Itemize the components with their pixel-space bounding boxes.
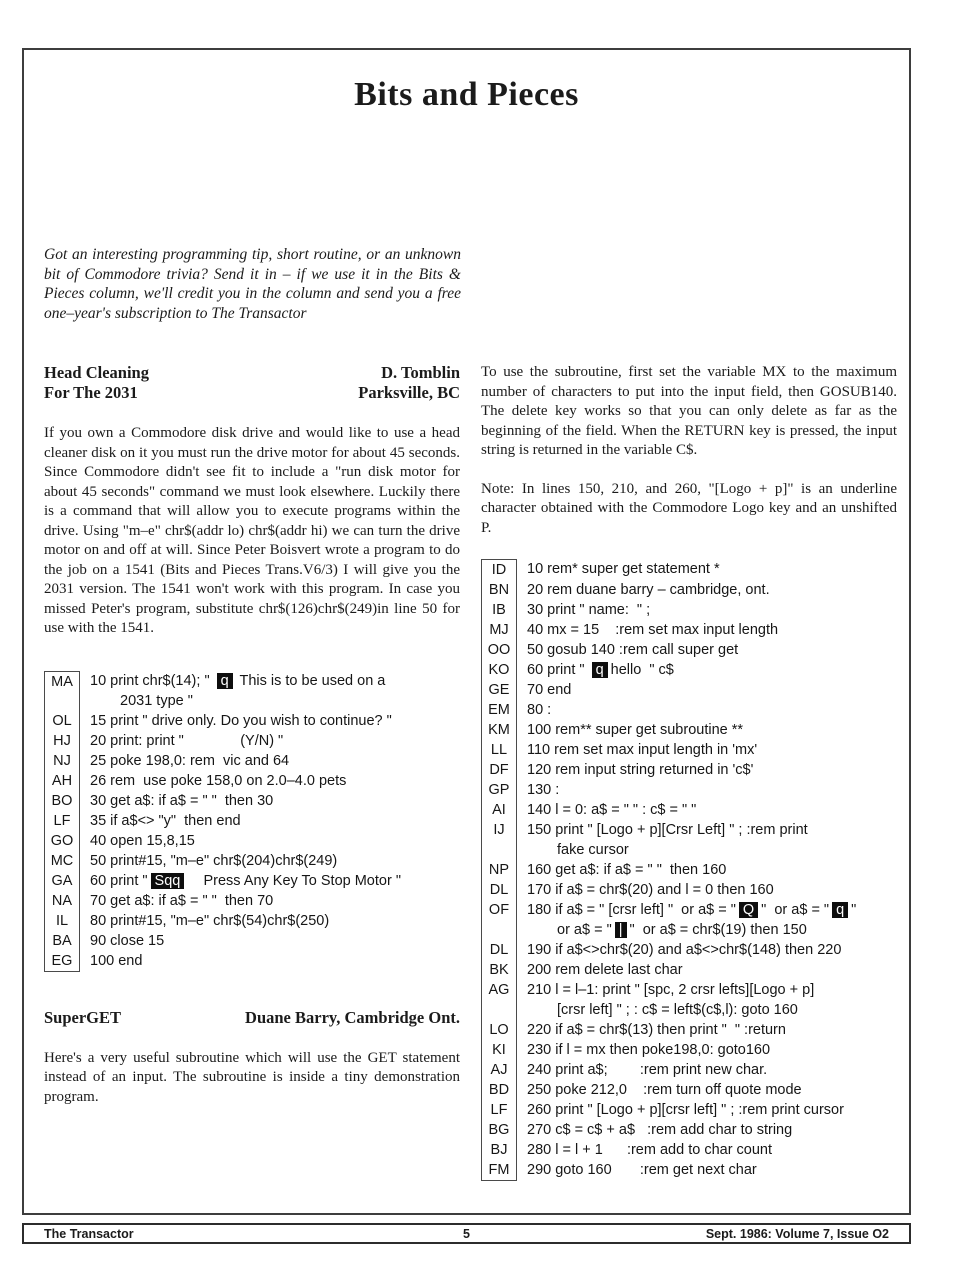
code-line (527, 800, 696, 820)
code-text-segment: 35 if a$<> "y" then end (90, 812, 241, 829)
code-line (90, 751, 289, 771)
code-text-segment: 2031 type " (120, 692, 193, 709)
listing-row (44, 671, 460, 711)
article-author: Duane Barry, Cambridge Ont. (245, 1007, 460, 1027)
code-statement (527, 1100, 844, 1120)
code-text-segment: 100 end (90, 952, 143, 969)
code-text-segment: or a$ = " (557, 922, 612, 938)
article-head-cleaning-body: If you own a Commodore disk drive and would like to use a head cleaner disk on it you must run the drive motor for about 45 seconds. Since Commodore didn't see fit to include a "run disk motor for about 45 seconds" command we must look elsewhere. Luckily there is a command that will allow you to execute programs within the drive. Using "m–e" chr$(addr lo) chr$(addr hi) we can turn the drive motor on and off at will. Since Peter Boisvert wrote a program to do the job on a 1541 (Bits and Pieces Trans.V6/3) I will give you the 2031 version. The 1541 won't work with this program. In case you missed Peter's program, substitute chr$(126)chr$(249)in line 50 for use with the 1541. (44, 425, 460, 636)
code-statement (527, 680, 571, 700)
code-text-segment: 270 c$ = c$ + a$ :rem add char to string (527, 1122, 793, 1138)
checksum-code: OF (481, 900, 517, 940)
checksum-code: MA (44, 671, 80, 711)
code-line (527, 700, 551, 720)
code-line (90, 871, 401, 891)
code-line (527, 820, 808, 840)
listing-row (44, 831, 460, 851)
checksum-code: DL (481, 880, 517, 900)
code-text-segment: 260 print " [Logo + p][crsr left] " ; :rem print cursor (527, 1102, 844, 1118)
checksum-code: KI (481, 1040, 517, 1060)
code-statement (90, 911, 329, 931)
code-text-segment: hello " c$ (610, 662, 674, 678)
code-text-segment: 20 print: print " (Y/N) " (90, 732, 284, 749)
code-line (527, 880, 774, 900)
code-line (90, 671, 385, 691)
code-text-segment: 180 if a$ = " [crsr left] " or a$ = " (527, 902, 736, 918)
code-statement (527, 780, 559, 800)
code-line (527, 740, 757, 760)
code-statement (527, 1140, 772, 1160)
checksum-code: NP (481, 860, 517, 880)
listing-row (44, 891, 460, 911)
code-statement (90, 731, 283, 751)
code-text-segment: 60 print " (527, 662, 589, 678)
code-statement (527, 1060, 767, 1080)
code-text-segment: 10 rem* super get statement * (527, 561, 720, 577)
code-statement (527, 900, 856, 940)
code-line (90, 811, 241, 831)
listing-row (44, 871, 460, 891)
code-text-segment: 15 print " drive only. Do you wish to continue? " (90, 712, 392, 729)
code-statement (527, 960, 683, 980)
code-line (90, 791, 273, 811)
checksum-code: GP (481, 780, 517, 800)
listing-row (481, 980, 897, 1020)
code-line (527, 720, 743, 740)
superget-usage-paragraph: To use the subroutine, first set the variable MX to the maximum number of characters to put into the input field, then GOSUB140. The delete key works so that you can only delete as far as the beginning of the field. When the RETURN key is pressed, the input string is returned in the variable C$. (481, 364, 897, 458)
checksum-code: IB (481, 600, 517, 620)
code-line (527, 580, 770, 600)
footer-page-number: 5 (463, 1226, 470, 1241)
article-superget-header (44, 1008, 460, 1028)
checksum-code: LF (481, 1100, 517, 1120)
code-text-segment: 40 mx = 15 :rem set max input length (527, 622, 779, 638)
checksum-code: AH (44, 771, 80, 791)
checksum-code: MJ (481, 620, 517, 640)
listing-row (481, 760, 897, 780)
listing-row (481, 620, 897, 640)
code-statement (90, 931, 164, 951)
code-text-segment: 25 poke 198,0: rem vic and 64 (90, 752, 290, 769)
listing-row (481, 940, 897, 960)
checksum-code: BJ (481, 1140, 517, 1160)
code-text-segment: 290 goto 160 :rem get next char (527, 1162, 757, 1178)
code-text-segment: 150 print " [Logo + p][Crsr Left] " ; :rem print (527, 822, 808, 838)
listing-row (44, 711, 460, 731)
checksum-code: KM (481, 720, 517, 740)
checksum-code: LL (481, 740, 517, 760)
inverse-video-char: q (592, 662, 608, 678)
code-line (527, 1140, 772, 1160)
listing-row (481, 580, 897, 600)
code-statement (90, 751, 289, 771)
code-statement (527, 800, 696, 820)
code-line (90, 771, 346, 791)
code-text-segment: 70 get a$: if a$ = " " then 70 (90, 892, 274, 909)
code-text-segment: This is to be used on a (235, 672, 386, 689)
listing-row (481, 559, 897, 580)
listing-row (44, 751, 460, 771)
listing-row (481, 720, 897, 740)
listing-row (481, 1040, 897, 1060)
code-text-segment: 26 rem use poke 158,0 on 2.0–4.0 pets (90, 772, 347, 789)
code-statement (527, 860, 726, 880)
code-line (527, 960, 683, 980)
code-line (527, 680, 571, 700)
code-statement (527, 740, 757, 760)
code-statement (90, 771, 346, 791)
code-text-segment: 60 print " (90, 872, 148, 889)
code-line (527, 660, 674, 680)
code-text-segment: 250 poke 212,0 :rem turn off quote mode (527, 1082, 802, 1098)
code-statement (90, 671, 385, 711)
page-border-frame (22, 48, 911, 1215)
code-text-segment: 170 if a$ = chr$(20) and l = 0 then 160 (527, 882, 774, 898)
checksum-code: GA (44, 871, 80, 891)
listing-row (44, 771, 460, 791)
listing-row (481, 660, 897, 680)
code-text-segment: " or a$ = chr$(19) then 150 (629, 922, 807, 938)
code-text-segment: 30 get a$: if a$ = " " then 30 (90, 792, 274, 809)
code-text-segment: 50 print#15, "m–e" chr$(204)chr$(249) (90, 852, 338, 869)
code-statement (527, 620, 778, 640)
two-column-layout (44, 363, 897, 1181)
code-line (527, 940, 841, 960)
code-line (527, 1160, 757, 1180)
checksum-code: NJ (44, 751, 80, 771)
code-listing-head-cleaning (44, 671, 460, 972)
checksum-code: ID (481, 559, 517, 580)
listing-row (481, 700, 897, 720)
code-line (527, 860, 726, 880)
checksum-code: FM (481, 1160, 517, 1181)
code-text-segment: " or a$ = " (761, 902, 830, 918)
code-line (527, 559, 720, 579)
code-statement (90, 791, 273, 811)
code-statement (527, 559, 720, 580)
article-head-cleaning-header (44, 363, 460, 403)
inverse-video-char: Sqq (151, 873, 185, 889)
checksum-code: OO (481, 640, 517, 660)
article-title: SuperGET (44, 1007, 122, 1027)
listing-row (481, 900, 897, 940)
code-text-segment: 50 gosub 140 :rem call super get (527, 642, 739, 658)
superget-note-paragraph: Note: In lines 150, 210, and 260, "[Logo + p]" is an underline character obtained with the Commodore Logo key and an unshifted P. (481, 480, 897, 536)
article-title: Head Cleaning For The 2031 (44, 363, 149, 402)
code-text-segment: 240 print a$; :rem print new char. (527, 1062, 768, 1078)
code-line (527, 1020, 786, 1040)
footer-journal-name: The Transactor (44, 1226, 134, 1241)
listing-row (481, 680, 897, 700)
code-text-segment: 10 print chr$(14); " (90, 672, 214, 689)
checksum-code: AJ (481, 1060, 517, 1080)
listing-row (44, 731, 460, 751)
code-text-segment: 210 l = l–1: print " [spc, 2 crsr lefts][Logo + p] (527, 982, 815, 998)
code-text-segment: 80 : (527, 702, 552, 718)
listing-row (481, 1120, 897, 1140)
checksum-code: BG (481, 1120, 517, 1140)
listing-row (481, 1100, 897, 1120)
code-text-segment: 20 rem duane barry – cambridge, ont. (527, 582, 770, 598)
article-author: D. Tomblin Parksville, BC (358, 363, 460, 402)
listing-row (481, 1140, 897, 1160)
listing-row (481, 1080, 897, 1100)
code-line-continuation (527, 920, 856, 940)
code-line (527, 620, 778, 640)
code-statement (527, 1160, 757, 1181)
code-statement (90, 951, 142, 972)
right-column (481, 363, 897, 1181)
code-line (90, 951, 142, 971)
checksum-code: MC (44, 851, 80, 871)
code-line (527, 900, 856, 920)
code-statement (527, 820, 808, 860)
listing-row (481, 960, 897, 980)
listing-row (481, 740, 897, 760)
code-line-continuation (527, 1000, 814, 1020)
checksum-code: BK (481, 960, 517, 980)
listing-row (481, 800, 897, 820)
checksum-code: AG (481, 980, 517, 1020)
inverse-video-char: q (217, 673, 233, 689)
checksum-code: LF (44, 811, 80, 831)
listing-row (481, 880, 897, 900)
code-text-segment: [crsr left] " ; : c$ = left$(c$,l): goto 160 (557, 1002, 798, 1018)
checksum-code: BA (44, 931, 80, 951)
code-line (527, 760, 753, 780)
checksum-code: GO (44, 831, 80, 851)
listing-row (44, 851, 460, 871)
code-statement (90, 711, 392, 731)
code-statement (527, 1120, 792, 1140)
code-line (527, 980, 814, 1000)
code-text-segment: fake cursor (557, 842, 629, 858)
code-text-segment: 40 open 15,8,15 (90, 832, 195, 849)
code-line (90, 931, 164, 951)
code-statement (90, 811, 241, 831)
code-text-segment: " (851, 902, 857, 918)
code-line (90, 731, 283, 751)
code-line (90, 911, 329, 931)
listing-row (481, 860, 897, 880)
code-statement (527, 1020, 786, 1040)
code-text-segment: 200 rem delete last char (527, 962, 683, 978)
code-text-segment: 30 print " name: " ; (527, 602, 651, 618)
page-title: Bits and Pieces (354, 76, 579, 113)
code-text-segment: 190 if a$<>chr$(20) and a$<>chr$(148) then 220 (527, 942, 842, 958)
code-line (90, 891, 273, 911)
code-line (527, 1100, 844, 1120)
code-statement (527, 940, 841, 960)
code-statement (527, 640, 738, 660)
code-statement (527, 760, 753, 780)
code-text-segment: 120 rem input string returned in 'c$' (527, 762, 754, 778)
code-statement (90, 851, 337, 871)
checksum-code: KO (481, 660, 517, 680)
listing-row (481, 600, 897, 620)
listing-row (481, 780, 897, 800)
checksum-code: DL (481, 940, 517, 960)
code-line (90, 851, 337, 871)
code-line (90, 831, 195, 851)
code-statement (527, 660, 674, 680)
checksum-code: BO (44, 791, 80, 811)
listing-row (481, 820, 897, 860)
code-text-segment: 80 print#15, "m–e" chr$(54)chr$(250) (90, 912, 330, 929)
code-statement (527, 600, 650, 620)
checksum-code: BN (481, 580, 517, 600)
code-text-segment: 280 l = l + 1 :rem add to char count (527, 1142, 773, 1158)
code-line (527, 780, 559, 800)
column-intro-blurb: Got an interesting programming tip, short routine, or an unknown bit of Commodore trivia? Send it in – if we use it in the Bits & Pieces column, we'll credit you in the column and send you a free one–year's subscription to The Transactor (44, 246, 461, 322)
code-statement (527, 580, 770, 600)
code-line-continuation (90, 691, 385, 711)
code-listing-superget (481, 559, 897, 1181)
code-line (527, 1040, 770, 1060)
code-text-segment: 130 : (527, 782, 560, 798)
code-text-segment: 140 l = 0: a$ = " " : c$ = " " (527, 802, 697, 818)
code-text-segment: Press Any Key To Stop Motor " (187, 872, 401, 889)
listing-row (44, 911, 460, 931)
code-statement (527, 700, 551, 720)
code-statement (90, 871, 401, 891)
inverse-video-char: Q (739, 902, 758, 918)
checksum-code: DF (481, 760, 517, 780)
checksum-code: EM (481, 700, 517, 720)
code-text-segment: 220 if a$ = chr$(13) then print " " :return (527, 1022, 786, 1038)
code-text-segment: 90 close 15 (90, 932, 165, 949)
checksum-code: IJ (481, 820, 517, 860)
checksum-code: EG (44, 951, 80, 972)
checksum-code: HJ (44, 731, 80, 751)
listing-row (481, 1160, 897, 1181)
code-line (527, 1080, 802, 1100)
listing-row (44, 791, 460, 811)
code-line (90, 711, 392, 731)
code-text-segment: 230 if l = mx then poke198,0: goto160 (527, 1042, 771, 1058)
listing-row (44, 951, 460, 972)
checksum-code: IL (44, 911, 80, 931)
code-statement (90, 891, 273, 911)
checksum-code: GE (481, 680, 517, 700)
listing-row (481, 1020, 897, 1040)
listing-row (481, 640, 897, 660)
code-line (527, 1060, 767, 1080)
listing-row (44, 811, 460, 831)
code-text-segment: 110 rem set max input length in 'mx' (527, 742, 758, 758)
left-column (44, 363, 460, 1181)
checksum-code: OL (44, 711, 80, 731)
code-line-continuation (527, 840, 808, 860)
code-line (527, 600, 650, 620)
inverse-video-char: | (615, 922, 627, 938)
code-statement (527, 1080, 802, 1100)
checksum-code: AI (481, 800, 517, 820)
inverse-video-char: q (832, 902, 848, 918)
code-text-segment: 70 end (527, 682, 572, 698)
checksum-code: NA (44, 891, 80, 911)
code-text-segment: 160 get a$: if a$ = " " then 160 (527, 862, 727, 878)
listing-row (481, 1060, 897, 1080)
code-line (527, 640, 738, 660)
code-text-segment: 100 rem** super get subroutine ** (527, 722, 744, 738)
page-footer-bar (22, 1223, 911, 1244)
code-line (527, 1120, 792, 1140)
code-statement (527, 880, 774, 900)
checksum-code: BD (481, 1080, 517, 1100)
code-statement (527, 720, 743, 740)
code-statement (527, 980, 814, 1020)
checksum-code: LO (481, 1020, 517, 1040)
footer-issue-info: Sept. 1986: Volume 7, Issue O2 (705, 1226, 890, 1241)
article-superget-body: Here's a very useful subroutine which will use the GET statement instead of an input. The subroutine is inside a tiny demonstration program. (44, 1049, 460, 1105)
listing-row (44, 931, 460, 951)
code-statement (90, 831, 195, 851)
code-statement (527, 1040, 770, 1060)
